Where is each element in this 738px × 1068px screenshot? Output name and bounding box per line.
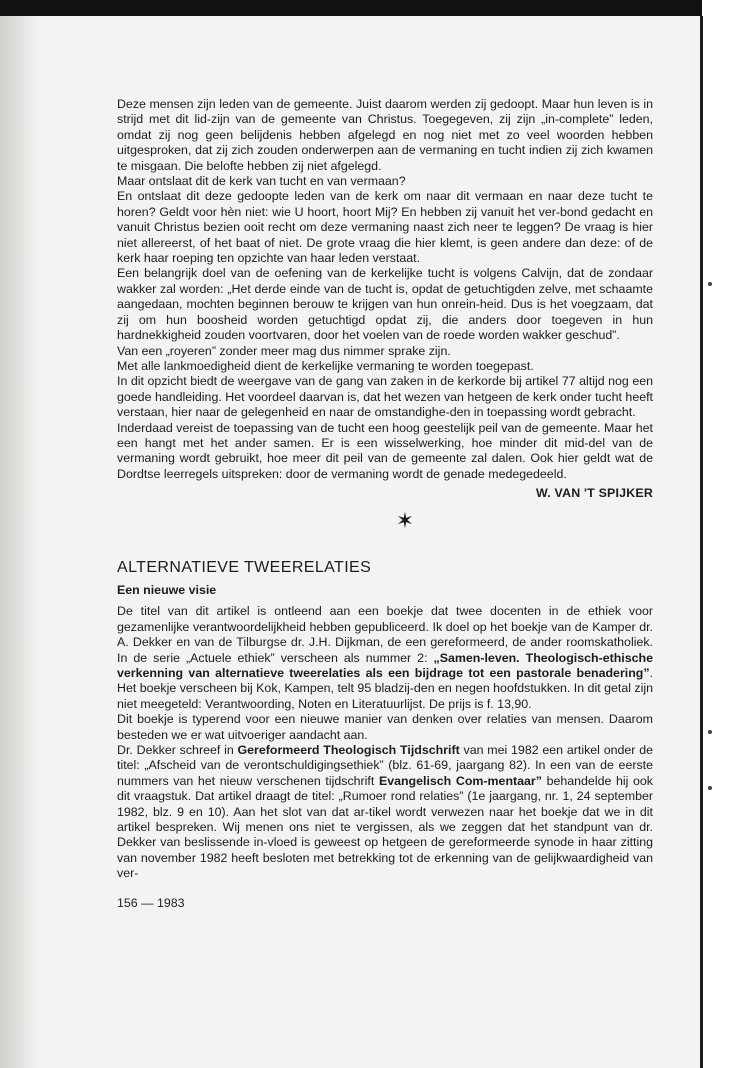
paragraph: Inderdaad vereist de toepassing van de tucht een hoog geestelijk peil van de gemeente. Maar het een hangt met het ander samen. Er is een wisselwerking, hoe minder dit mid-del van de vermaning wordt gebruikt, hoe meer dit peil van de gemeente zal dalen. Ook hier geldt wat de Dordtse leerregels uitspreken: door de vermaning wordt de genade medegedeeld. [117, 420, 653, 481]
paragraph [117, 743, 653, 882]
paragraph: Maar ontslaat dit de kerk van tucht en van vermaan? [117, 174, 406, 189]
text-run: De titel van dit artikel is ontleend aan een boekje dat twee docenten in de ethiek voor gezamenlijke verantwoordelijkheid hebben gepubliceerd. Ik doel op het boekje van de Kamper dr. A. Dekker en van de Tilburgse dr. J.H. Dijkman, de een gereformeerd, de ander roomskatholiek. In de serie „Actuele ethiek” verscheen als nummer 2: [117, 604, 653, 665]
document-page [117, 97, 653, 911]
journal-title: Gereformeerd Theologisch Tijdschrift [237, 743, 460, 758]
paragraph: In dit opzicht biedt de weergave van de gang van zaken in de kerkorde bij artikel 77 altijd nog een goede handleiding. Het voordeel daarvan is, dat het wezen van hetgeen de kerk onder tucht heeft verstaan, hier naar de gelegenheid en naar de omstandighe-den in toepassing wordt gebracht. [117, 374, 653, 420]
scan-right-edge [700, 16, 703, 1068]
paragraph: Met alle lankmoedigheid dient de kerkelijke vermaning te worden toegepast. [117, 358, 534, 373]
scan-right-margin [702, 0, 738, 1068]
paragraph: Een belangrijk doel van de oefening van de kerkelijke tucht is volgens Calvijn, dat de zondaar wakker zal worden: „Het derde einde van de tucht is, opdat de getuchtigden zelve, met schaamte aangedaan, mochten beginnen berouw te krijgen van hun onrein-heid. Dus is het voegzaam, dat zij om hun boosheid worden getuchtigd opdat zij, die anders door toegeven in hun hardnekkigheid zouden voortvaren, door het voelen van de roede worden wakker geschud”. [117, 266, 653, 343]
paragraph [117, 604, 653, 712]
page-shadow [0, 16, 40, 1068]
margin-mark [708, 786, 712, 790]
margin-mark [708, 282, 712, 286]
paragraph: Van een „royeren” zonder meer mag dus nimmer sprake zijn. [117, 343, 451, 358]
paragraph: En ontslaat dit deze gedoopte leden van de kerk om naar dit vermaan en naar deze tucht te horen? Geldt voor hèn niet: wie U hoort, hoort Mij? En hebben zij vanuit het ver-bond gedacht en vanuit Christus bezien ooit recht om deze vermaning naast zich neer te leggen? De vraag is hier niet allereerst, of het baat of niet. De grote vraag die hier klemt, is geen andere dan deze: of de kerk haar roeping ten opzichte van haar leden verstaat. [117, 189, 653, 266]
article-title: ALTERNATIEVE TWEERELATIES [117, 558, 372, 576]
article-tucht [117, 97, 653, 502]
journal-title: Evangelisch Com-mentaar” [378, 773, 542, 788]
paragraph: Dit boekje is typerend voor een nieuwe manier van denken over relaties van mensen. Daarom besteden we er wat uitvoeriger aandacht aan. [117, 712, 653, 742]
article-subtitle: Een nieuwe visie [117, 582, 217, 597]
text-run: Dr. Dekker schreef in [117, 743, 238, 758]
scan-top-edge [0, 0, 738, 16]
star-separator-icon: ✶ [395, 507, 415, 533]
scan-corner [702, 0, 738, 16]
text-run: van mei 1982 een artikel onder de titel: „Afscheid van de verontschuldigingsethiek” (blz. 61-69, jaargang 82). In een van de eerste nummers van het nieuw verschenen tijdschrift [117, 743, 653, 788]
paragraph: Deze mensen zijn leden van de gemeente. Juist daarom werden zij gedoopt. Maar hun leven is in strijd met dit lid-zijn van de gemeente van Christus. Toegegeven, zij zijn „in-complete” leden, omdat zij nog geen belijdenis hebben afgelegd en nog niet met zo veel woorden hebben uitgesproken, dat zij zich zouden onderwerpen aan de vermaning en tucht indien zij zich kwamen te misgaan. Die belofte hebben zij niet afgelegd. [117, 97, 653, 173]
article-alternatieve-tweerelaties [117, 560, 653, 882]
author-signature: W. VAN 'T SPIJKER [536, 486, 653, 501]
margin-mark [708, 730, 712, 734]
text-run: behandelde hij ook dit vraagstuk. Dat artikel draagt de titel: „Rumoer rond relaties” (1e jaargang, nr. 1, 24 september 1982, blz. 9 en 10). Aan het slot van dat ar-tikel wordt verwezen naar het boekje dat we in dit artikel bespreken. Wij menen ons niet te vergissen, als we zeggen dat het standpunt van dr. Dekker van beslissende in-vloed is geweest op hetgeen de gereformeerde synode in haar zitting van november 1982 heeft besloten met betrekking tot de erkenning van de gelijkwaardigheid van ver- [117, 773, 653, 881]
text-run: . Het boekje verscheen bij Kok, Kampen, telt 95 bladzij-den en negen hoofdstukken. In dit getal zijn niet meegeteld: Verantwoording, Noten en Literatuurlijst. De prijs is f. 13,90. [117, 666, 653, 711]
book-title: „Samen-leven. Theologisch-ethische verkenning van alternatieve tweerelaties als een bijdrage tot een pastorale benadering” [117, 650, 653, 680]
page-number: 156 — 1983 [117, 895, 185, 910]
